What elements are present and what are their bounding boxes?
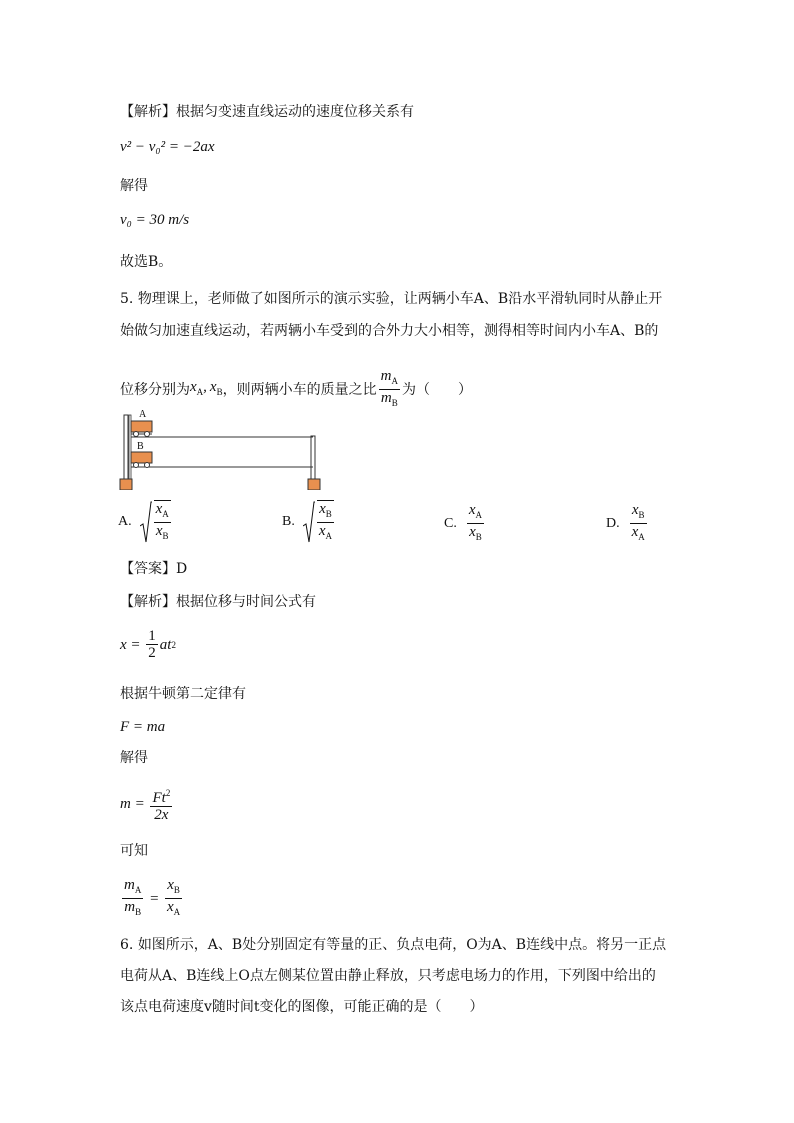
- q6-text-1: 如图所示，A、B处分别固定有等量的正、负点电荷，O为A、B连线中点。将另一正点: [137, 937, 667, 953]
- analysis-1-line: [120, 102, 414, 122]
- equation-x-half-at2: x = $\frac{1}{2}$ at 2: [120, 628, 176, 661]
- option-d-expression: $\frac{x_B}{x_A}$: [631, 502, 645, 542]
- q5-line-1: [120, 289, 662, 309]
- equation-f-ma: F = ma: [120, 719, 166, 735]
- option-b-expression: $\frac{x_B}{x_A}$: [303, 500, 336, 544]
- cart-a-label: A: [139, 409, 147, 420]
- q5-text-3-mid: ，则两辆小车的质量之比: [222, 381, 377, 398]
- equation-ratio: $\frac{m_A}{m_B}$ = $\frac{x_B}{x_A}$: [124, 877, 181, 917]
- option-b-label: B.: [282, 514, 295, 529]
- analysis-2-line: [120, 592, 316, 612]
- option-b[interactable]: [282, 500, 336, 544]
- cart-a: [131, 421, 152, 432]
- option-a-expression: $\frac{x_A}{x_B}$: [140, 500, 173, 544]
- solve-label-2: 解得: [120, 750, 148, 766]
- track-figure: [118, 405, 328, 490]
- equation-v0: v₀ = 30 m/s: [120, 212, 190, 228]
- option-c-label: C.: [444, 515, 457, 531]
- right-foot-block: [308, 479, 320, 490]
- q5-line-2: 始做匀加速直线运动，若两辆小车受到的合外力大小相等，测得相等时间内小车A、B的: [120, 323, 659, 339]
- q6-line-1: [120, 935, 666, 955]
- q5-text-1: 物理课上，老师做了如图所示的演示实验，让两辆小车A、B沿水平滑轨同时从静止开: [137, 291, 663, 307]
- q5-text-3-pre: 位移分别为: [120, 381, 190, 398]
- newton-text: 根据牛顿第二定律有: [120, 686, 246, 702]
- analysis-2-label: 【解析】: [120, 594, 176, 610]
- option-c-expression: $\frac{x_A}{x_B}$: [468, 502, 483, 542]
- cart-b-label: B: [137, 441, 144, 452]
- answer-value: D: [176, 561, 188, 577]
- answer-label: 【答案】: [120, 561, 176, 577]
- analysis-label: 【解析】: [120, 104, 176, 120]
- mass-ratio-fraction: $\frac{m_A}{m_B}$: [380, 368, 398, 408]
- option-d[interactable]: [606, 502, 649, 545]
- cart-b: [131, 452, 152, 463]
- analysis-text: 根据匀变速直线运动的速度位移关系有: [176, 104, 414, 120]
- left-foot-block: [120, 479, 132, 490]
- answer-line: [120, 559, 187, 579]
- option-a-label: A.: [118, 514, 132, 529]
- equation-velocity-displacement: v² − v₀² = −2ax: [120, 139, 215, 155]
- equation-m: m = $\frac{Ft^2}{2x}$: [120, 785, 174, 823]
- q5-text-3-post: 为（ ）: [401, 381, 472, 398]
- analysis-2-text: 根据位移与时间公式有: [176, 594, 316, 610]
- displacement-symbols: $x_A$, $x_B$: [190, 379, 223, 397]
- conclude-text: 可知: [120, 843, 148, 859]
- solve-label: 解得: [120, 178, 148, 194]
- q6-line-2: 电荷从A、B连线上O点左侧某位置由静止释放，只考虑电场力的作用，下列图中给出的: [120, 968, 656, 984]
- q6-line-3: 该点电荷速度v随时间t变化的图像，可能正确的是（ ）: [120, 999, 484, 1015]
- option-d-label: D.: [606, 515, 620, 531]
- option-c[interactable]: [444, 502, 486, 545]
- q5-number: 5.: [120, 291, 134, 307]
- q6-number: 6.: [120, 937, 134, 953]
- option-a[interactable]: [118, 500, 173, 544]
- choose-text: 故选B。: [120, 254, 173, 270]
